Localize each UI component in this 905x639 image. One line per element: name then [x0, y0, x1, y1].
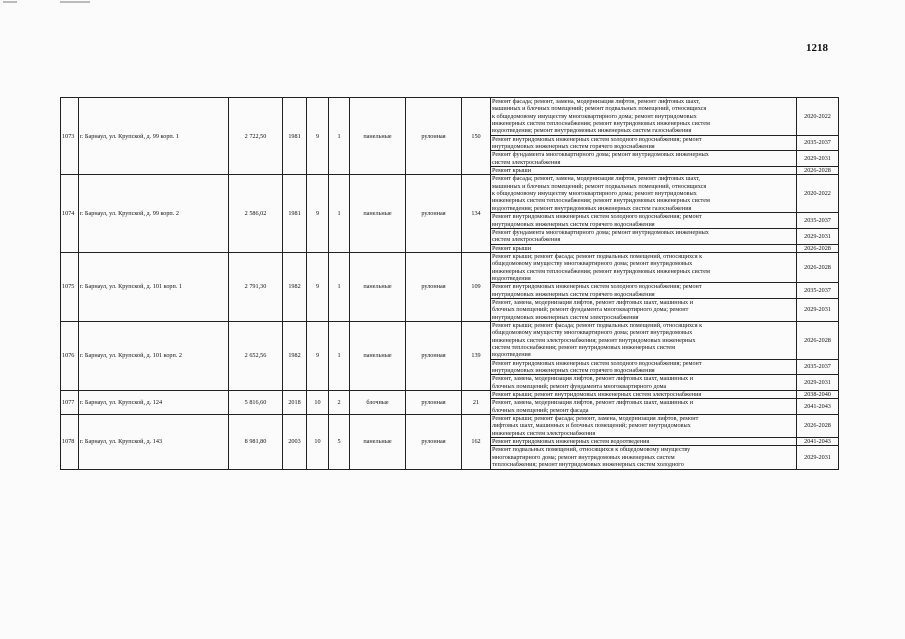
residents-cell: 162 — [462, 415, 491, 469]
area-cell: 2 791,30 — [229, 252, 283, 321]
period-cell: 2035-2037 — [797, 283, 839, 299]
area-cell: 2 652,56 — [229, 321, 283, 390]
work-description-cell: Ремонт крыши; ремонт внутридомовых инженерных систем электроснабжения — [491, 391, 797, 399]
table-body — [61, 98, 839, 470]
table-row — [61, 175, 839, 213]
residents-cell: 109 — [462, 252, 491, 321]
year-cell: 2003 — [283, 415, 307, 469]
work-description-cell: Ремонт крыши; ремонт фасада; ремонт подвальных помещений, относящихся к общедомовому имуществу многоквартирного дома; ремонт внутридомовых инженерных систем электроснабжения; ремонт внутридомовых инженерных систем теплоснабжения; ремонт внутридомовых инженерных систем водоотведения — [491, 321, 797, 359]
period-cell: 2026-2028 — [797, 415, 839, 438]
residents-cell: 150 — [462, 98, 491, 175]
walls-cell: блочные — [350, 391, 406, 415]
address-cell: г. Барнаул, ул. Крупской, д. 99 корп. 2 — [79, 175, 229, 252]
work-description-cell: Ремонт крыши; ремонт фасада; ремонт, замена, модернизация лифтов, ремонт лифтовых шахт, машинных и блочных помещений; ремонт внутридомовых инженерных систем электроснабжения — [491, 415, 797, 438]
row-number: 1076 — [61, 321, 79, 390]
period-cell: 2038-2040 — [797, 391, 839, 399]
work-description-cell: Ремонт крыши; ремонт фасада; ремонт подвальных помещений, относящихся к общедомовому имуществу многоквартирного дома; ремонт внутридомовых инженерных систем теплоснабжения; ремонт внутридомовых инженерных систем водоотведения — [491, 252, 797, 282]
year-cell: 1981 — [283, 98, 307, 175]
table-row — [61, 321, 839, 359]
roof-cell: рулонная — [406, 391, 462, 415]
period-cell: 2041-2043 — [797, 438, 839, 446]
page-number: 1218 — [806, 42, 828, 54]
address-cell: г. Барнаул, ул. Крупской, д. 101 корп. 1 — [79, 252, 229, 321]
walls-cell: панельные — [350, 175, 406, 252]
residents-cell: 21 — [462, 391, 491, 415]
walls-cell: панельные — [350, 98, 406, 175]
year-cell: 1982 — [283, 321, 307, 390]
work-description-cell: Ремонт, замена, модернизация лифтов, ремонт лифтовых шахт, машинных и блочных помещений; ремонт фундамента многоквартирного дома; ремонт внутридомовых инженерных систем электроснабжения — [491, 298, 797, 321]
roof-cell: рулонная — [406, 98, 462, 175]
scan-speck — [60, 1, 90, 3]
period-cell: 2035-2037 — [797, 135, 839, 151]
work-description-cell: Ремонт крыши — [491, 167, 797, 175]
period-cell: 2029-2031 — [797, 375, 839, 391]
year-cell: 2018 — [283, 391, 307, 415]
housing-register-table — [60, 97, 839, 470]
period-cell: 2026-2028 — [797, 321, 839, 359]
address-cell: г. Барнаул, ул. Крупской, д. 124 — [79, 391, 229, 415]
year-cell: 1981 — [283, 175, 307, 252]
period-cell: 2029-2031 — [797, 228, 839, 244]
work-description-cell: Ремонт фасада; ремонт, замена, модернизация лифтов, ремонт лифтовых шахт, машинных и блочных помещений; ремонт подвальных помещений, относящихся к общедомовому имуществу многоквартирного дома; ремонт внутридомовых инженерных систем теплоснабжения; ремонт внутридомовых инженерных систем водоотведения; ремонт внутридомовых инженерных систем газоснабжения — [491, 98, 797, 136]
residents-cell: 134 — [462, 175, 491, 252]
entrances-cell: 5 — [329, 415, 350, 469]
row-number: 1075 — [61, 252, 79, 321]
floors-cell: 9 — [307, 252, 329, 321]
period-cell: 2041-2043 — [797, 399, 839, 415]
floors-cell: 10 — [307, 391, 329, 415]
work-description-cell: Ремонт внутридомовых инженерных систем холодного водоснабжения; ремонт внутридомовых инженерных систем горячего водоснабжения — [491, 359, 797, 375]
entrances-cell: 1 — [329, 98, 350, 175]
period-cell: 2035-2037 — [797, 213, 839, 229]
roof-cell: рулонная — [406, 175, 462, 252]
residents-cell: 139 — [462, 321, 491, 390]
work-description-cell: Ремонт, замена, модернизация лифтов, ремонт лифтовых шахт, машинных и блочных помещений; ремонт фундамента многоквартирного дома — [491, 375, 797, 391]
address-cell: г. Барнаул, ул. Крупской, д. 143 — [79, 415, 229, 469]
period-cell: 2029-2031 — [797, 446, 839, 469]
work-description-cell: Ремонт фундамента многоквартирного дома; ремонт внутридомовых инженерных систем электроснабжения — [491, 151, 797, 167]
table-row — [61, 391, 839, 399]
floors-cell: 10 — [307, 415, 329, 469]
period-cell: 2020-2022 — [797, 98, 839, 136]
row-number: 1074 — [61, 175, 79, 252]
scan-speck — [3, 1, 17, 3]
area-cell: 8 981,80 — [229, 415, 283, 469]
floors-cell: 9 — [307, 98, 329, 175]
entrances-cell: 1 — [329, 252, 350, 321]
walls-cell: панельные — [350, 252, 406, 321]
work-description-cell: Ремонт внутридомовых инженерных систем холодного водоснабжения; ремонт внутридомовых инженерных систем горячего водоснабжения — [491, 135, 797, 151]
entrances-cell: 1 — [329, 175, 350, 252]
area-cell: 2 586,02 — [229, 175, 283, 252]
area-cell: 2 722,50 — [229, 98, 283, 175]
work-description-cell: Ремонт внутридомовых инженерных систем водоотведения — [491, 438, 797, 446]
roof-cell: рулонная — [406, 252, 462, 321]
floors-cell: 9 — [307, 175, 329, 252]
row-number: 1073 — [61, 98, 79, 175]
period-cell: 2020-2022 — [797, 175, 839, 213]
period-cell: 2026-2028 — [797, 244, 839, 252]
work-description-cell: Ремонт, замена, модернизация лифтов, ремонт лифтовых шахт, машинных и блочных помещений; ремонт фасада — [491, 399, 797, 415]
table-row — [61, 415, 839, 438]
row-number: 1078 — [61, 415, 79, 469]
work-description-cell: Ремонт фундамента многоквартирного дома; ремонт внутридомовых инженерных систем электроснабжения — [491, 228, 797, 244]
entrances-cell: 1 — [329, 321, 350, 390]
work-description-cell: Ремонт фасада; ремонт, замена, модернизация лифтов, ремонт лифтовых шахт, машинных и блочных помещений; ремонт подвальных помещений, относящихся к общедомовому имуществу многоквартирного дома; ремонт внутридомовых инженерных систем теплоснабжения; ремонт внутридомовых инженерных систем водоотведения; ремонт внутридомовых инженерных систем газоснабжения — [491, 175, 797, 213]
period-cell: 2026-2028 — [797, 252, 839, 282]
work-description-cell: Ремонт крыши — [491, 244, 797, 252]
address-cell: г. Барнаул, ул. Крупской, д. 99 корп. 1 — [79, 98, 229, 175]
area-cell: 5 816,60 — [229, 391, 283, 415]
year-cell: 1982 — [283, 252, 307, 321]
roof-cell: рулонная — [406, 321, 462, 390]
work-description-cell: Ремонт подвальных помещений, относящихся к общедомовому имуществу многоквартирного дома; ремонт внутридомовых инженерных систем теплоснабжения; ремонт внутридомовых инженерных систем холодного — [491, 446, 797, 469]
period-cell: 2029-2031 — [797, 298, 839, 321]
table-row — [61, 252, 839, 282]
address-cell: г. Барнаул, ул. Крупской, д. 101 корп. 2 — [79, 321, 229, 390]
row-number: 1077 — [61, 391, 79, 415]
work-description-cell: Ремонт внутридомовых инженерных систем холодного водоснабжения; ремонт внутридомовых инженерных систем горячего водоснабжения — [491, 213, 797, 229]
roof-cell: рулонная — [406, 415, 462, 469]
entrances-cell: 2 — [329, 391, 350, 415]
table-row — [61, 98, 839, 136]
period-cell: 2035-2037 — [797, 359, 839, 375]
floors-cell: 9 — [307, 321, 329, 390]
period-cell: 2029-2031 — [797, 151, 839, 167]
work-description-cell: Ремонт внутридомовых инженерных систем холодного водоснабжения; ремонт внутридомовых инженерных систем горячего водоснабжения — [491, 283, 797, 299]
walls-cell: панельные — [350, 415, 406, 469]
period-cell: 2026-2028 — [797, 167, 839, 175]
walls-cell: панельные — [350, 321, 406, 390]
